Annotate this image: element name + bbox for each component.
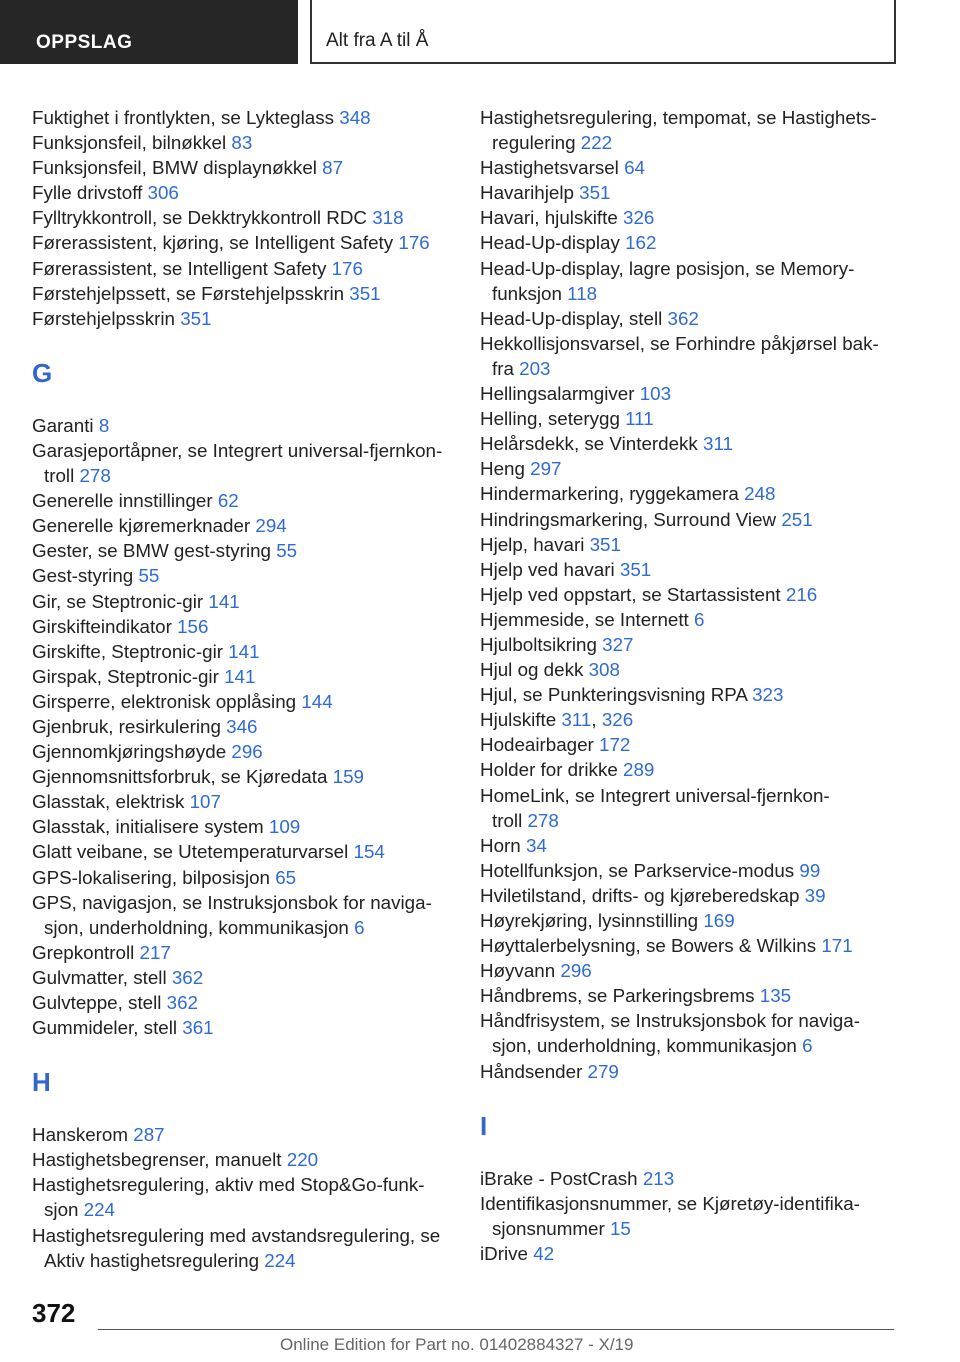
index-entry-term: Fylle drivstoff	[32, 182, 148, 204]
index-entry-term: Hastighetsregulering, aktiv med Stop&Go-funk-	[32, 1174, 425, 1196]
page-reference-link[interactable]: 141	[224, 665, 256, 687]
index-entry-term: iDrive	[480, 1242, 534, 1264]
page-reference-link[interactable]: 306	[147, 182, 179, 204]
page-reference-link[interactable]: 362	[171, 966, 204, 988]
index-entry	[32, 814, 472, 839]
page-reference-link[interactable]: 135	[759, 985, 792, 1007]
index-entry-term: Hjulboltsikring	[480, 633, 603, 655]
index-entry	[32, 1223, 472, 1273]
page-reference-link[interactable]: 351	[349, 282, 381, 304]
index-entry-term: Generelle innstillinger	[32, 490, 218, 512]
index-entry	[480, 481, 920, 506]
page-reference-link[interactable]: 8	[98, 414, 110, 436]
index-entry	[480, 256, 920, 306]
index-entry-continuation: fra	[492, 357, 520, 379]
index-entry-term: Håndbrems, se Parkeringsbrems	[480, 985, 760, 1007]
page-reference-link[interactable]: 216	[785, 583, 818, 605]
index-entry	[480, 205, 920, 230]
index-entry-term: GPS-lokalisering, bilposisjon	[32, 866, 276, 888]
index-entry	[480, 406, 920, 431]
index-entry-term: Gulvteppe, stell	[32, 992, 167, 1013]
page-reference-link[interactable]: 99	[799, 859, 821, 881]
index-entry-term: Girskifteindikator	[32, 615, 178, 637]
index-entry-term: Hjulskifte	[480, 709, 562, 731]
index-entry-term: Gulvmatter, stell	[32, 966, 172, 988]
index-entry-term: Hjul, se Punkteringsvisning RPA	[480, 684, 753, 706]
index-entry	[32, 1122, 472, 1147]
index-entry	[480, 230, 920, 255]
index-entry-term: Høyvann	[480, 960, 561, 982]
page-header	[0, 0, 960, 66]
index-entry-term: Head-Up-display, stell	[480, 307, 668, 329]
index-entry-term: Glatt veibane, se Utetemperaturvarsel	[32, 841, 354, 863]
index-entry	[32, 764, 472, 789]
index-entry-term: Førerassistent, se Intelligent Safety	[32, 257, 332, 279]
page-reference-link[interactable]: 213	[642, 1167, 675, 1189]
page-reference-link[interactable]: 83	[231, 132, 253, 154]
index-entry-term: Identifikasjonsnummer, se Kjøretøy-identifika-	[480, 1192, 860, 1214]
index-entry	[32, 155, 472, 180]
index-entry-term: Hastighetsregulering med avstandsregulering, se	[32, 1224, 441, 1246]
page-reference-link[interactable]: 34	[525, 834, 547, 856]
page-reference-link[interactable]: 162	[625, 232, 657, 254]
index-entry	[32, 281, 472, 306]
index-entry	[480, 532, 920, 557]
index-column-right	[480, 105, 920, 1266]
index-entry-term: Helårsdekk, se Vinterdekk	[480, 433, 704, 455]
index-entry-term: Hanskerom	[32, 1124, 134, 1146]
page-reference-link[interactable]: 87	[322, 157, 344, 179]
page-reference-link[interactable]: 109	[268, 816, 301, 838]
page-reference-link[interactable]: 144	[301, 690, 333, 712]
index-letter-heading: H	[32, 1067, 51, 1098]
index-entry	[480, 908, 920, 933]
index-entry-continuation: sjon, underholdning, kommunikasjon	[44, 916, 355, 938]
index-entry	[480, 180, 920, 205]
index-entry	[32, 230, 472, 255]
index-entry	[32, 865, 472, 890]
index-entry-term: Havari, hjulskifte	[480, 207, 623, 229]
index-entry-term: GPS, navigasjon, se Instruksjonsbok for naviga-	[32, 891, 432, 913]
index-entry-term: Gjennomkjøringshøyde	[32, 741, 232, 763]
page-reference-link[interactable]: 217	[139, 941, 171, 963]
page-reference-link[interactable]: 176	[398, 232, 430, 254]
index-entry	[480, 155, 920, 180]
index-entry-term: HomeLink, se Integrert universal-fjernkon-	[480, 784, 830, 806]
index-entry-term: Hindermarkering, ryggekamera	[480, 483, 745, 505]
index-entry-continuation: funksjon	[492, 282, 568, 304]
index-entry	[32, 890, 472, 940]
page-reference-link[interactable]: 6	[802, 1035, 813, 1057]
index-entry	[480, 657, 920, 682]
index-entry	[480, 707, 920, 732]
section-label: OPPSLAG	[0, 0, 298, 64]
index-entry	[32, 639, 472, 664]
index-entry	[32, 306, 472, 331]
page-reference-link[interactable]: 327	[602, 633, 634, 655]
index-entry-term: Førstehjelpsskrin	[32, 307, 181, 329]
page-reference-link[interactable]: 141	[208, 590, 240, 612]
index-entry-continuation: troll	[44, 465, 80, 487]
page-reference-link[interactable]: 348	[339, 107, 371, 128]
index-entry	[480, 381, 920, 406]
page-reference-link[interactable]: 351	[619, 558, 652, 580]
index-entry-term: Hjelp ved oppstart, se Startassistent	[480, 583, 786, 605]
index-entry-term: Hotellfunksjon, se Parkservice-modus	[480, 859, 800, 881]
index-entry	[32, 689, 472, 714]
index-entry	[32, 714, 472, 739]
page-reference-link[interactable]: 172	[599, 734, 631, 756]
index-entry	[480, 933, 920, 958]
page-reference-link[interactable]: 287	[133, 1124, 165, 1146]
page-reference-link[interactable]: 251	[781, 508, 813, 530]
index-entry	[480, 1166, 920, 1191]
index-entry	[480, 883, 920, 908]
index-entry	[480, 682, 920, 707]
page-reference-link[interactable]: 224	[264, 1249, 296, 1271]
index-entry	[480, 1059, 920, 1084]
index-entry-term: Hastighetsbegrenser, manuelt	[32, 1149, 287, 1171]
page-reference-link[interactable]: 103	[639, 383, 672, 405]
index-entry	[480, 306, 920, 331]
index-entry	[32, 839, 472, 864]
page-reference-link[interactable]: 323	[752, 684, 784, 706]
index-entry-continuation: sjonsnummer	[492, 1217, 610, 1239]
index-entry-term: Hviletilstand, drifts- og kjøreberedskap	[480, 884, 805, 906]
index-entry	[32, 990, 472, 1015]
page-reference-link[interactable]: 64	[624, 157, 645, 179]
index-entry	[32, 438, 472, 488]
index-entry	[32, 965, 472, 990]
page-reference-link[interactable]: 248	[744, 483, 776, 505]
page-ref-separator: ,	[591, 709, 602, 731]
page-reference-link[interactable]: 55	[138, 565, 160, 587]
page-reference-link[interactable]: 351	[180, 307, 212, 329]
index-entry	[480, 105, 920, 155]
index-entry-term: Gester, se BMW gest-styring	[32, 540, 277, 562]
index-entry	[480, 858, 920, 883]
index-entry	[480, 557, 920, 582]
index-entry	[480, 783, 920, 833]
index-entry	[480, 833, 920, 858]
index-entry	[32, 488, 472, 513]
index-entry-term: Funksjonsfeil, bilnøkkel	[32, 132, 232, 154]
index-entry	[32, 1147, 472, 1172]
index-entry-term: Hastighetsvarsel	[480, 157, 625, 179]
index-entry-term: Høyrekjøring, lysinnstilling	[480, 910, 704, 931]
index-entry-term: Førstehjelpssett, se Førstehjelpsskrin	[32, 282, 350, 304]
index-entry	[32, 1172, 472, 1222]
index-entry-term: Hjemmeside, se Internett	[480, 608, 694, 630]
index-entry	[480, 1008, 920, 1058]
index-entry-term: Fylltrykkontroll, se Dekktrykkontroll RDC	[32, 207, 373, 229]
index-entry-term: Girsperre, elektronisk opplåsing	[32, 690, 302, 712]
page-reference-link[interactable]: 222	[580, 132, 613, 154]
index-entry	[480, 507, 920, 532]
index-entry	[32, 614, 472, 639]
index-entry-continuation: troll	[492, 809, 528, 831]
index-entry	[32, 664, 472, 689]
page-reference-link[interactable]: 15	[609, 1217, 631, 1239]
index-entry	[32, 130, 472, 155]
index-entry-term: Gjenbruk, resirkulering	[32, 715, 227, 737]
page-reference-link[interactable]: 278	[527, 809, 559, 831]
page-reference-link[interactable]: 296	[560, 960, 592, 982]
index-entry-term: Hastighetsregulering, tempomat, se Hastighets-	[480, 107, 877, 128]
page-number: 372	[32, 1298, 76, 1328]
page-reference-link[interactable]: 42	[533, 1242, 555, 1264]
index-entry	[480, 582, 920, 607]
page-reference-link[interactable]: 346	[226, 715, 258, 737]
index-entry	[32, 180, 472, 205]
page-reference-link[interactable]: 220	[286, 1149, 319, 1171]
index-entry	[480, 331, 920, 381]
page-reference-link[interactable]: 278	[79, 465, 111, 487]
index-entry	[480, 1241, 920, 1266]
index-entry	[480, 757, 920, 782]
page-reference-link[interactable]: 154	[353, 841, 385, 863]
index-entry-term: Head-Up-display, lagre posisjon, se Memory-	[480, 257, 855, 279]
page-reference-link[interactable]: 289	[623, 759, 655, 781]
index-entry	[32, 205, 472, 230]
page-reference-link[interactable]: 39	[804, 884, 826, 906]
footer-divider	[98, 1329, 894, 1330]
index-entry-term: Førerassistent, kjøring, se Intelligent Safety	[32, 232, 399, 254]
page-reference-link[interactable]: 176	[331, 257, 363, 279]
index-entry-term: Glasstak, elektrisk	[32, 791, 190, 813]
index-entry	[480, 456, 920, 481]
index-entry-term: Grepkontroll	[32, 941, 140, 963]
index-entry-continuation: sjon, underholdning, kommunikasjon	[492, 1035, 803, 1057]
index-entry-term: Gummideler, stell	[32, 1017, 183, 1039]
index-entry-term: Hjul og dekk	[480, 659, 589, 681]
index-entry-term: Hekkollisjonsvarsel, se Forhindre påkjørsel bak-	[480, 332, 879, 354]
index-entry	[32, 105, 472, 130]
index-entry-continuation: regulering	[492, 132, 581, 154]
page-reference-link[interactable]: 326	[601, 709, 634, 731]
index-entry-term: Heng	[480, 458, 531, 480]
page-reference-link[interactable]: 107	[189, 791, 221, 813]
page-reference-link[interactable]: 118	[567, 282, 598, 304]
index-entry	[32, 538, 472, 563]
page-reference-link[interactable]: 6	[354, 916, 365, 938]
page-reference-link[interactable]: 111	[625, 408, 654, 430]
index-entry-term: Gest-styring	[32, 565, 139, 587]
index-entry	[480, 983, 920, 1008]
page-reference-link[interactable]: 361	[182, 1017, 214, 1039]
page-reference-link[interactable]: 362	[667, 307, 699, 329]
page-reference-link[interactable]: 224	[83, 1199, 116, 1221]
page-reference-link[interactable]: 297	[530, 458, 562, 480]
index-entry-continuation: sjon	[44, 1199, 84, 1221]
index-entry	[480, 958, 920, 983]
index-letter-heading: G	[32, 357, 53, 388]
index-entry	[32, 589, 472, 614]
page-reference-link[interactable]: 65	[275, 866, 297, 888]
index-entry-term: Høyttalerbelysning, se Bowers & Wilkins	[480, 935, 822, 957]
index-entry	[32, 563, 472, 588]
page-reference-link[interactable]: 311	[561, 709, 592, 731]
index-column-left	[32, 105, 472, 1273]
index-entry-term: Glasstak, initialisere system	[32, 816, 269, 838]
index-entry-term: Gjennomsnittsforbruk, se Kjøredata	[32, 766, 333, 788]
index-entry	[480, 632, 920, 657]
index-entry-term: Head-Up-display	[480, 232, 626, 254]
index-entry-term: Helling, seterygg	[480, 408, 626, 430]
index-entry	[32, 739, 472, 764]
index-entry	[32, 940, 472, 965]
index-entry-term: Holder for drikke	[480, 759, 623, 781]
page-reference-link[interactable]: 62	[217, 490, 239, 512]
index-entry	[32, 789, 472, 814]
page-reference-link[interactable]: 156	[177, 615, 209, 637]
page-reference-link[interactable]: 362	[166, 992, 199, 1013]
index-entry-term: Girspak, Steptronic-gir	[32, 665, 225, 687]
page-reference-link[interactable]: 311	[703, 433, 733, 455]
index-entry-term: Hjelp, havari	[480, 533, 590, 555]
page-reference-link[interactable]: 203	[519, 357, 551, 379]
index-letter-heading: I	[480, 1110, 488, 1141]
index-entry-term: Garasjeportåpner, se Integrert universal-fjernkon-	[32, 439, 443, 461]
page-reference-link[interactable]: 351	[579, 182, 611, 204]
index-entry-continuation: Aktiv hastighetsregulering	[44, 1249, 265, 1271]
page-reference-link[interactable]: 171	[821, 935, 853, 957]
index-entry-term: Hodeairbager	[480, 734, 600, 756]
index-entry	[480, 607, 920, 632]
index-entry-term: Funksjonsfeil, BMW displaynøkkel	[32, 157, 323, 179]
edition-note: Online Edition for Part no. 01402884327 - X/19	[280, 1335, 634, 1354]
index-entry-term: iBrake - PostCrash	[480, 1167, 643, 1189]
index-entry-term: Fuktighet i frontlykten, se Lykteglass	[32, 107, 340, 128]
index-entry-term: Horn	[480, 834, 526, 856]
index-entry-term: Hindringsmarkering, Surround View	[480, 508, 782, 530]
page-reference-link[interactable]: 279	[587, 1060, 619, 1082]
index-entry-term: Garanti	[32, 414, 99, 436]
index-entry	[32, 513, 472, 538]
chapter-title: Alt fra A til Å	[310, 0, 896, 64]
page-reference-link[interactable]: 6	[694, 608, 705, 630]
index-entry	[32, 256, 472, 281]
index-entry-term: Hellingsalarmgiver	[480, 383, 640, 405]
page-reference-link[interactable]: 351	[589, 533, 621, 555]
page-reference-link[interactable]: 141	[228, 640, 260, 662]
index-entry-term: Havarihjelp	[480, 182, 580, 204]
page-reference-link[interactable]: 159	[332, 766, 364, 788]
index-entry	[480, 431, 920, 456]
index-entry	[480, 732, 920, 757]
index-entry-term: Gir, se Steptronic-gir	[32, 590, 209, 612]
index-entry	[32, 1015, 472, 1040]
index-entry-term: Håndfrisystem, se Instruksjonsbok for naviga-	[480, 1010, 860, 1032]
page-reference-link[interactable]: 55	[276, 540, 298, 562]
index-entry-term: Girskifte, Steptronic-gir	[32, 640, 229, 662]
index-entry	[32, 413, 472, 438]
page-reference-link[interactable]: 296	[231, 741, 263, 763]
index-entry-term: Håndsender	[480, 1060, 588, 1082]
page-reference-link[interactable]: 326	[623, 207, 655, 229]
page-reference-link[interactable]: 294	[255, 515, 287, 537]
index-entry-term: Generelle kjøremerknader	[32, 515, 256, 537]
page-reference-link[interactable]: 169	[703, 910, 735, 931]
page-reference-link[interactable]: 318	[372, 207, 404, 229]
index-entry	[480, 1191, 920, 1241]
index-entry-term: Hjelp ved havari	[480, 558, 620, 580]
page-reference-link[interactable]: 308	[588, 659, 620, 681]
